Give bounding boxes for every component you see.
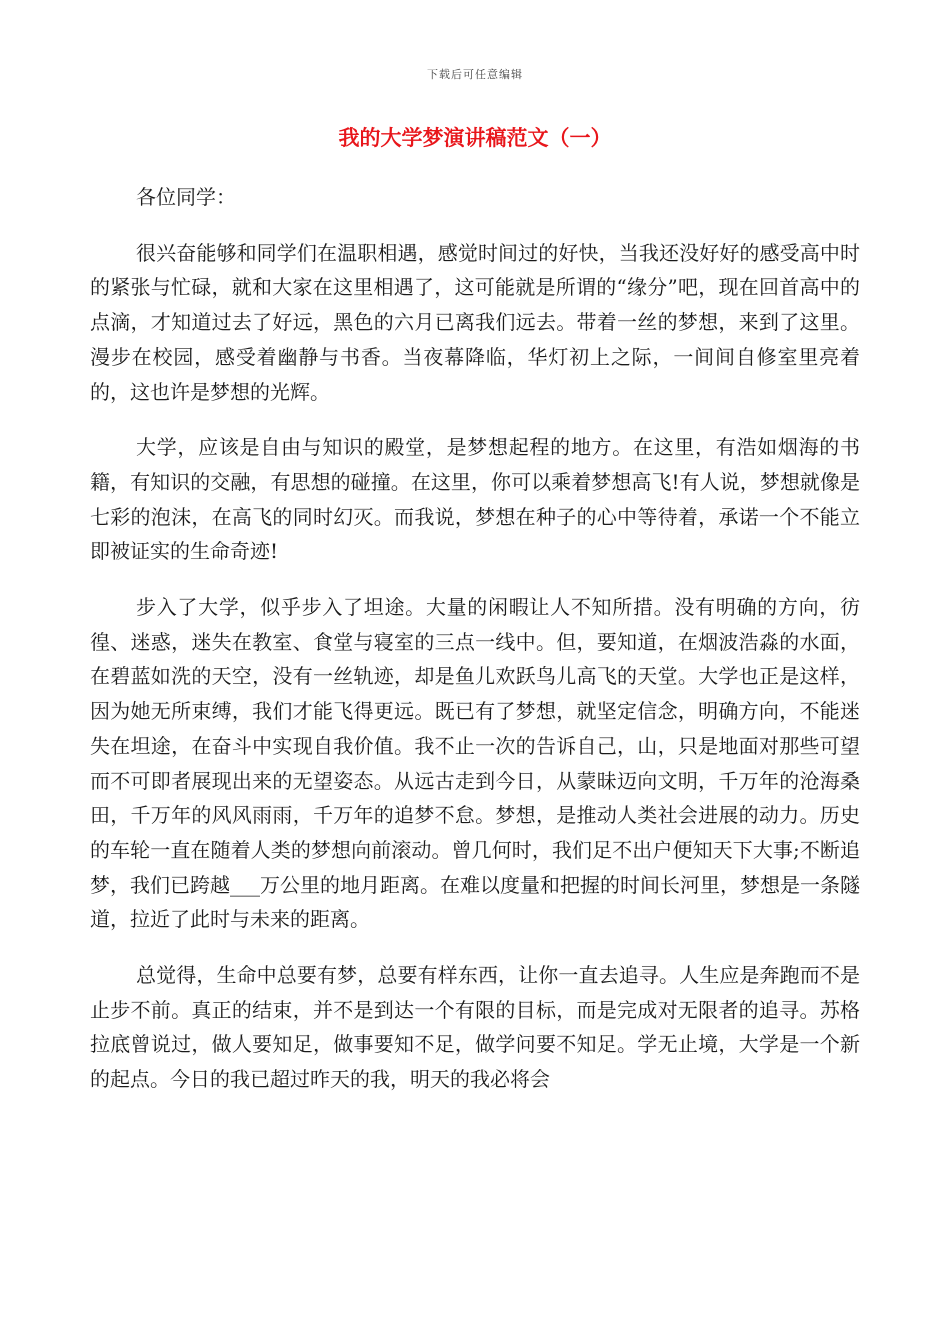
paragraph-3: 步入了大学，似乎步入了坦途。大量的闲暇让人不知所措。没有明确的方向，彷徨、迷惑，迷失在教室、食堂与寝室的三点一线中。但，要知道，在烟波浩淼的水面，在碧蓝如洗的天空，没有一丝轨迹，却是鱼儿欢跃鸟儿高飞的天堂。大学也正是这样，因为她无所束缚，我们才能飞得更远。既已有了梦想，就坚定信念，明确方向，不能迷失在坦途，在奋斗中实现自我价值。我不止一次的告诉自己，山，只是地面对那些可望而不可即者展现出来的无望姿态。从远古走到今日，从蒙昧迈向文明，千万年的沧海桑田，千万年的风风雨雨，千万年的追梦不怠。梦想，是推动人类社会进展的动力。历史的车轮一直在随着人类的梦想向前滚动。曾几何时，我们足不出户便知天下大事;不断追梦，我们已跨越___万公里的地月距离。在难以度量和把握的时间长河里，梦想是一条隧道，拉近了此时与未来的距离。 [90,595,860,932]
paragraph-2: 大学，应该是自由与知识的殿堂，是梦想起程的地方。在这里，有浩如烟海的书籍，有知识的交融，有思想的碰撞。在这里，你可以乘着梦想高飞!有人说，梦想就像是七彩的泡沫，在高飞的同时幻灭。而我说，梦想在种子的心中等待着，承诺一个不能立即被证实的生命奇迹! [90,435,860,564]
document-title: 我的大学梦演讲稿范文（一） [338,125,612,150]
document-body [90,180,860,1118]
paragraph-4: 总觉得，生命中总要有梦，总要有样东西，让你一直去追寻。人生应是奔跑而不是止步不前。真正的结束，并不是到达一个有限的目标，而是完成对无限者的追寻。苏格拉底曾说过，做人要知足，做事要知不足，做学问要不知足。学无止境，大学是一个新的起点。今日的我已超过昨天的我，明天的我必将会 [90,963,860,1092]
salutation: 各位同学： [136,185,236,209]
paragraph-1: 很兴奋能够和同学们在温职相遇，感觉时间过的好快，当我还没好好的感受高中时的紧张与忙碌，就和大家在这里相遇了，这可能就是所谓的“缘分”吧，现在回首高中的点滴，才知道过去了好远，黑色的六月已离我们远去。带着一丝的梦想，来到了这里。漫步在校园，感受着幽静与书香。当夜幕降临，华灯初上之际，一间间自修室里亮着的，这也许是梦想的光辉。 [90,240,860,404]
header-note: 下载后可任意编辑 [427,68,523,81]
